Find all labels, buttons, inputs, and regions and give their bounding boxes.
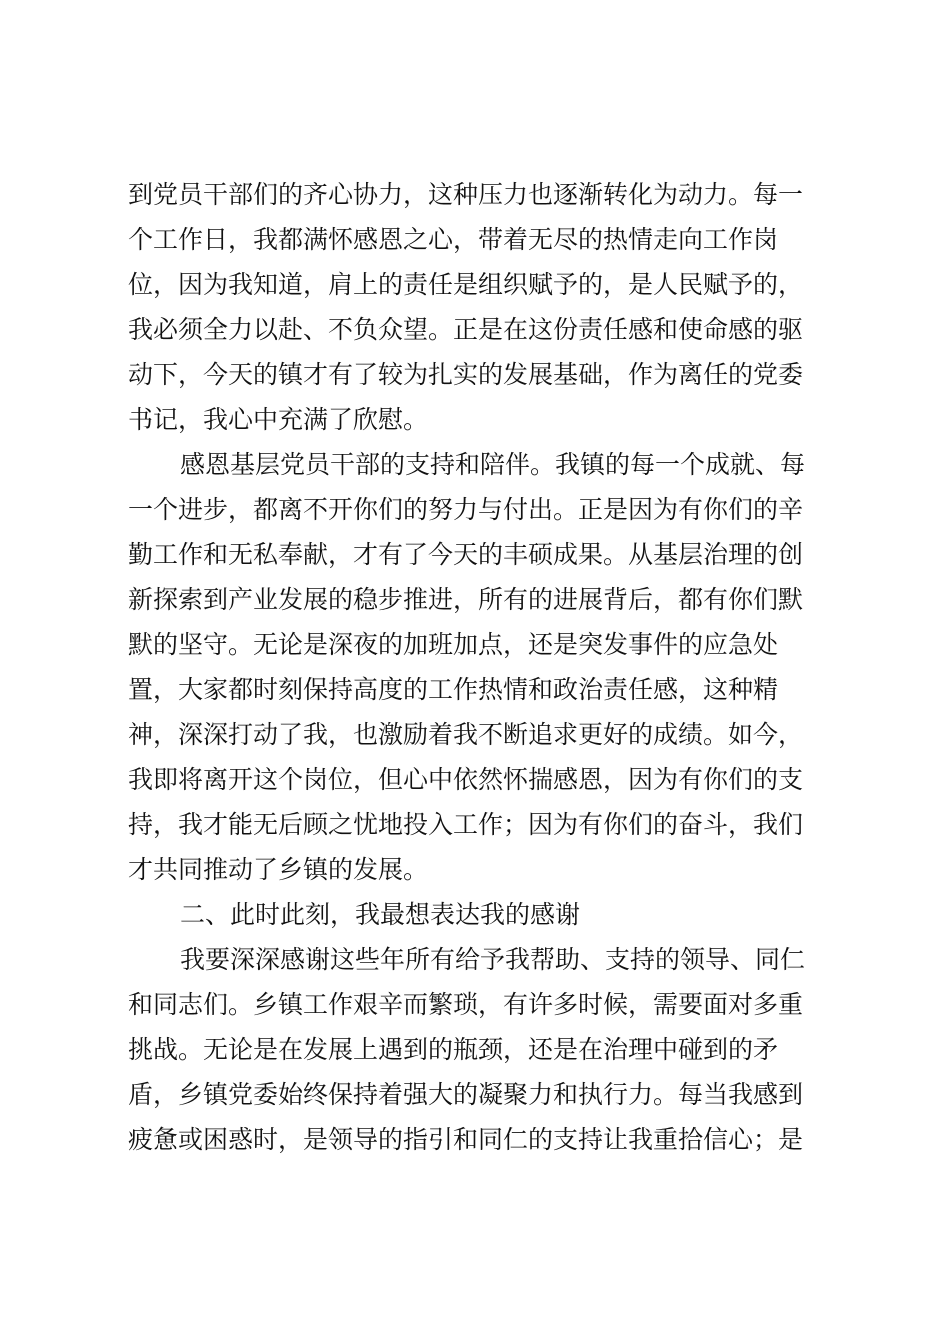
text-line: 才共同推动了乡镇的发展。 bbox=[128, 855, 429, 884]
text-line: 动下，今天的镇才有了较为扎实的发展基础，作为离任的党委 bbox=[128, 360, 804, 389]
text-line: 盾，乡镇党委始终保持着强大的凝聚力和执行力。每当我感到 bbox=[128, 1080, 804, 1109]
text-line: 勤工作和无私奉献，才有了今天的丰硕成果。从基层治理的创 bbox=[128, 540, 804, 569]
paragraph-start-line: 感恩基层党员干部的支持和陪伴。我镇的每一个成就、每 bbox=[180, 450, 806, 479]
text-line: 持，我才能无后顾之忧地投入工作；因为有你们的奋斗，我们 bbox=[128, 810, 804, 839]
text-line: 挑战。无论是在发展上遇到的瓶颈，还是在治理中碰到的矛 bbox=[128, 1035, 779, 1064]
text-line: 一个进步，都离不开你们的努力与付出。正是因为有你们的辛 bbox=[128, 495, 804, 524]
text-line: 疲惫或困惑时，是领导的指引和同仁的支持让我重拾信心；是 bbox=[128, 1125, 804, 1154]
paragraph-start-line: 我要深深感谢这些年所有给予我帮助、支持的领导、同仁 bbox=[180, 945, 806, 974]
section-heading: 二、此时此刻，我最想表达我的感谢 bbox=[180, 900, 581, 929]
text-line: 神，深深打动了我，也激励着我不断追求更好的成绩。如今， bbox=[128, 720, 804, 749]
text-line: 我即将离开这个岗位，但心中依然怀揣感恩，因为有你们的支 bbox=[128, 765, 804, 794]
body-text bbox=[128, 172, 828, 1162]
text-line: 新探索到产业发展的稳步推进，所有的进展背后，都有你们默 bbox=[128, 585, 804, 614]
text-line: 默的坚守。无论是深夜的加班加点，还是突发事件的应急处 bbox=[128, 630, 779, 659]
text-line: 书记，我心中充满了欣慰。 bbox=[128, 405, 429, 434]
text-line: 我必须全力以赴、不负众望。正是在这份责任感和使命感的驱 bbox=[128, 315, 804, 344]
text-line: 个工作日，我都满怀感恩之心，带着无尽的热情走向工作岗 bbox=[128, 225, 779, 254]
text-line: 和同志们。乡镇工作艰辛而繁琐，有许多时候，需要面对多重 bbox=[128, 990, 804, 1019]
text-line: 置，大家都时刻保持高度的工作热情和政治责任感，这种精 bbox=[128, 675, 779, 704]
text-line: 位，因为我知道，肩上的责任是组织赋予的，是人民赋予的， bbox=[128, 270, 804, 299]
text-line: 到党员干部们的齐心协力，这种压力也逐渐转化为动力。每一 bbox=[128, 180, 804, 209]
